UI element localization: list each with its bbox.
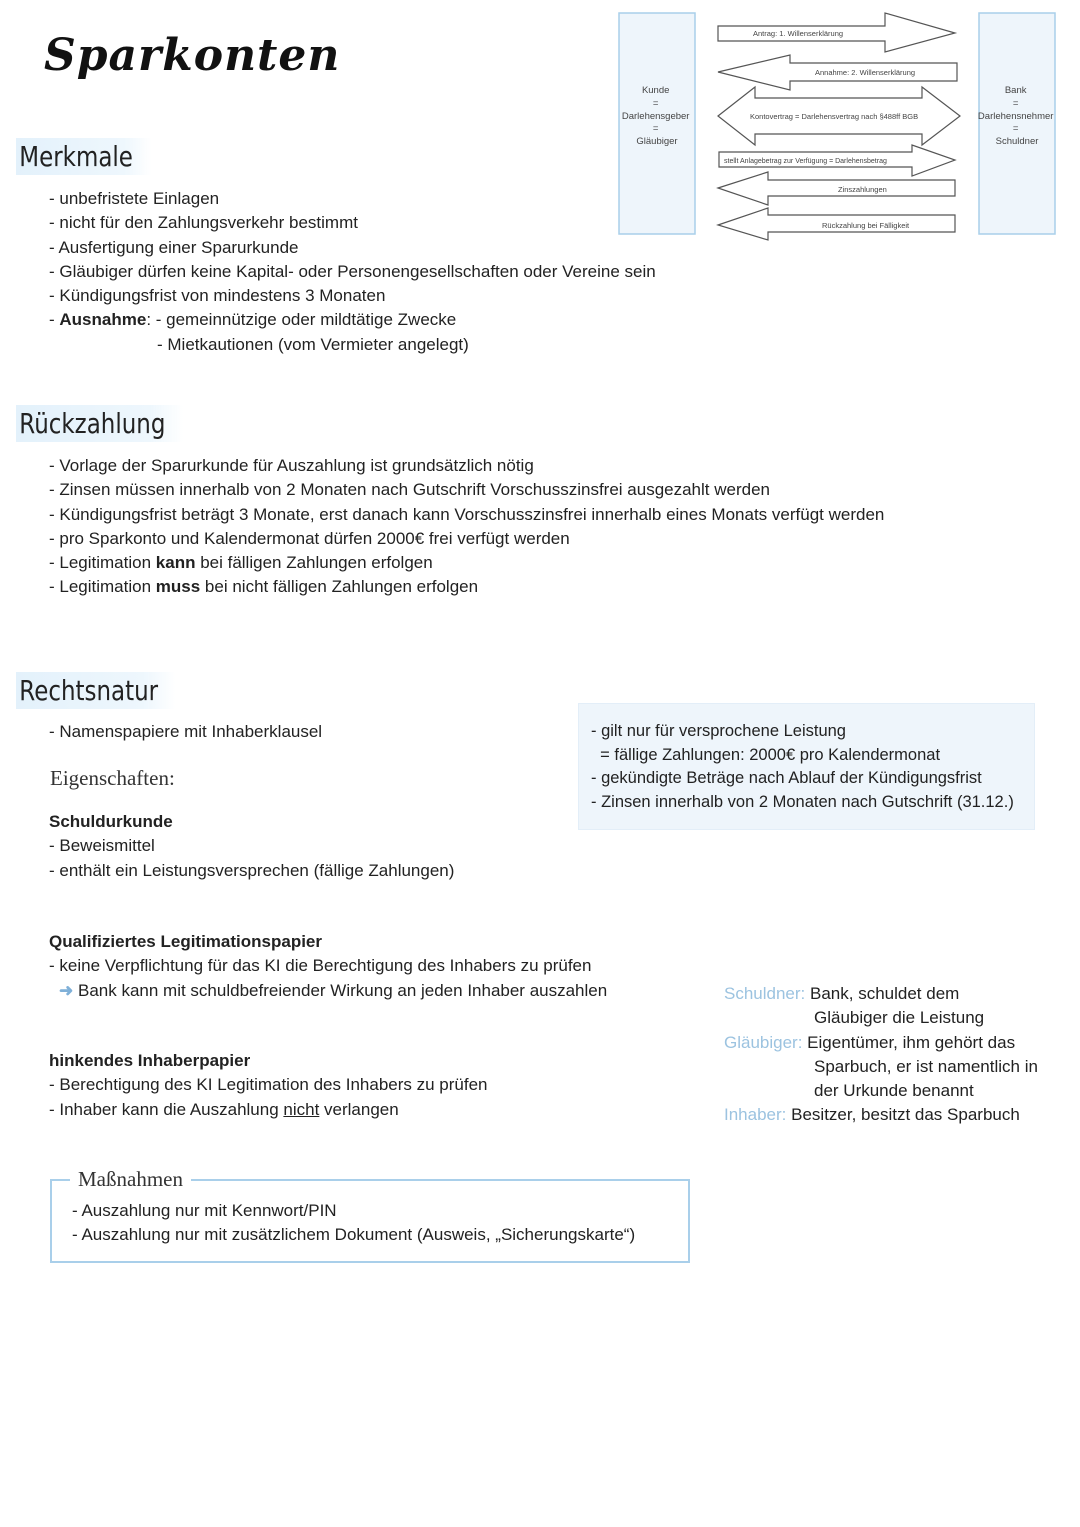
arrow-label: Zinszahlungen: [838, 185, 887, 194]
glossary-def: Eigentümer, ihm gehört das: [807, 1032, 1016, 1052]
list-item: - unbefristete Einlagen: [49, 189, 220, 208]
exception-label: Ausnahme: [59, 310, 147, 330]
list-item: - pro Sparkonto und Kalendermonat dürfen 2000€ frei verfügt werden: [49, 528, 570, 548]
bank-box-label: Bank = Darlehensnehmer = Schuldner: [977, 85, 1054, 147]
glossary-def: Gläubiger die Leistung: [814, 1008, 985, 1028]
text: bei fälligen Zahlungen erfolgen: [195, 553, 433, 573]
list-item: - Gläubiger dürfen keine Kapital- oder Personengesellschaften oder Vereine sein: [49, 261, 656, 281]
arrow-left-zinszahlungen: [718, 172, 955, 205]
text: - Legitimation: [49, 577, 156, 597]
list-item: - Beweismittel: [49, 836, 155, 856]
glossary: [724, 982, 1038, 1128]
exception-first: : - gemeinnützige oder mildtätige Zwecke: [146, 310, 457, 330]
note-box: [578, 703, 1035, 830]
glossary-entry: [724, 982, 1038, 1006]
list-item: - Vorlage der Sparurkunde für Auszahlung ist grundsätzlich nötig: [49, 456, 534, 475]
page-title: Sparkonten: [44, 30, 341, 81]
list-item: - Ausfertigung einer Sparurkunde: [49, 237, 299, 257]
glossary-term: Gläubiger:: [724, 1032, 803, 1052]
arrow-label: Antrag: 1. Willenserklärung: [753, 29, 844, 38]
glossary-entry: [724, 1031, 1038, 1055]
section-heading-merkmale: Merkmale: [16, 138, 151, 175]
dash: -: [49, 310, 60, 330]
hinkend-section: [49, 1049, 488, 1122]
glossary-def: der Urkunde benannt: [814, 1081, 974, 1101]
arrow-right-icon: ➜: [59, 980, 74, 1000]
list-item: - enthält ein Leistungsversprechen (fällige Zahlungen): [49, 860, 455, 880]
subheading: hinkendes Inhaberpapier: [49, 1051, 251, 1070]
note-line: - gekündigte Beträge nach Ablauf der Kündigungsfrist: [591, 769, 982, 787]
list-item: - Auszahlung nur mit Kennwort/PIN: [72, 1201, 337, 1220]
glossary-entry: [724, 1103, 1038, 1127]
list-item: - Auszahlung nur mit zusätzlichem Dokument (Ausweis, „Sicherungskarte“): [72, 1225, 636, 1245]
list-item: - keine Verpflichtung für das KI die Berechtigung des Inhabers zu prüfen: [49, 956, 592, 976]
section-heading-rueckzahlung: Rückzahlung: [16, 405, 183, 442]
note-line: - Zinsen innerhalb von 2 Monaten nach Gutschrift (31.12.): [591, 792, 1014, 811]
subheading-eigenschaften: Eigenschaften:: [50, 766, 175, 790]
glossary-def: Besitzer, besitzt das Sparbuch: [791, 1105, 1020, 1125]
list-item: [49, 551, 884, 575]
emphasis: kann: [155, 553, 196, 573]
note-line: = fällige Zahlungen: 2000€ pro Kalendermonat: [591, 745, 941, 764]
glossary-term: Inhaber:: [724, 1105, 787, 1125]
arrow-label: Annahme: 2. Willenserklärung: [815, 68, 916, 77]
list-item: - Mietkautionen (vom Vermieter angelegt): [157, 334, 469, 354]
rueckzahlung-list: [49, 454, 884, 600]
list-item: - Berechtigung des KI Legitimation des Inhabers zu prüfen: [49, 1075, 488, 1095]
massnahmen-box: [50, 1167, 690, 1263]
list-item-exception: [49, 308, 656, 332]
section-heading-rechtsnatur: Rechtsnatur: [16, 672, 176, 709]
subheading: Qualifiziertes Legitimationspapier: [49, 932, 323, 951]
text: - Legitimation: [49, 553, 156, 573]
list-item: [49, 979, 607, 1003]
list-item: - Zinsen müssen innerhalb von 2 Monaten nach Gutschrift Vorschusszinsfrei ausgezahlt werden: [49, 480, 770, 500]
list-item: - Namenspapiere mit Inhaberklausel: [49, 722, 323, 741]
list-item: - Kündigungsfrist von mindestens 3 Monaten: [49, 286, 386, 306]
customer-box-label: Kunde = Darlehensgeber = Gläubiger: [621, 85, 690, 147]
emphasis: muss: [155, 577, 201, 597]
text: bei nicht fälligen Zahlungen erfolgen: [200, 577, 479, 597]
glossary-def: Sparbuch, er ist namentlich in: [814, 1056, 1038, 1076]
schuldurkunde-section: [49, 810, 454, 883]
list-item: [49, 1098, 488, 1122]
arrow-label: Kontovertrag = Darlehensvertrag nach §488ff BGB: [750, 112, 919, 121]
underlined-text: nicht: [283, 1099, 320, 1119]
note-line: - gilt nur für versprochene Leistung: [591, 722, 846, 740]
subheading: Schuldurkunde: [49, 812, 173, 831]
massnahmen-title: Maßnahmen: [70, 1167, 191, 1192]
list-item: - Kündigungsfrist beträgt 3 Monate, erst danach kann Vorschusszinsfrei innerhalb eines Monats verfügt werden: [49, 504, 885, 524]
text: verlangen: [319, 1099, 399, 1119]
list-item: [49, 575, 884, 599]
text: Bank kann mit schuldbefreiender Wirkung an jeden Inhaber auszahlen: [77, 980, 608, 1000]
glossary-term: Schuldner:: [724, 984, 806, 1003]
list-item: - nicht für den Zahlungsverkehr bestimmt: [49, 213, 358, 233]
glossary-def: Bank, schuldet dem: [810, 984, 960, 1003]
merkmale-list: [49, 187, 656, 357]
arrow-label: Rückzahlung bei Fälligkeit: [822, 221, 910, 230]
text: - Inhaber kann die Auszahlung: [49, 1099, 284, 1119]
arrow-label: stellt Anlagebetrag zur Verfügung = Darlehensbetrag: [724, 158, 887, 165]
legitimationspapier-section: [49, 930, 607, 1003]
